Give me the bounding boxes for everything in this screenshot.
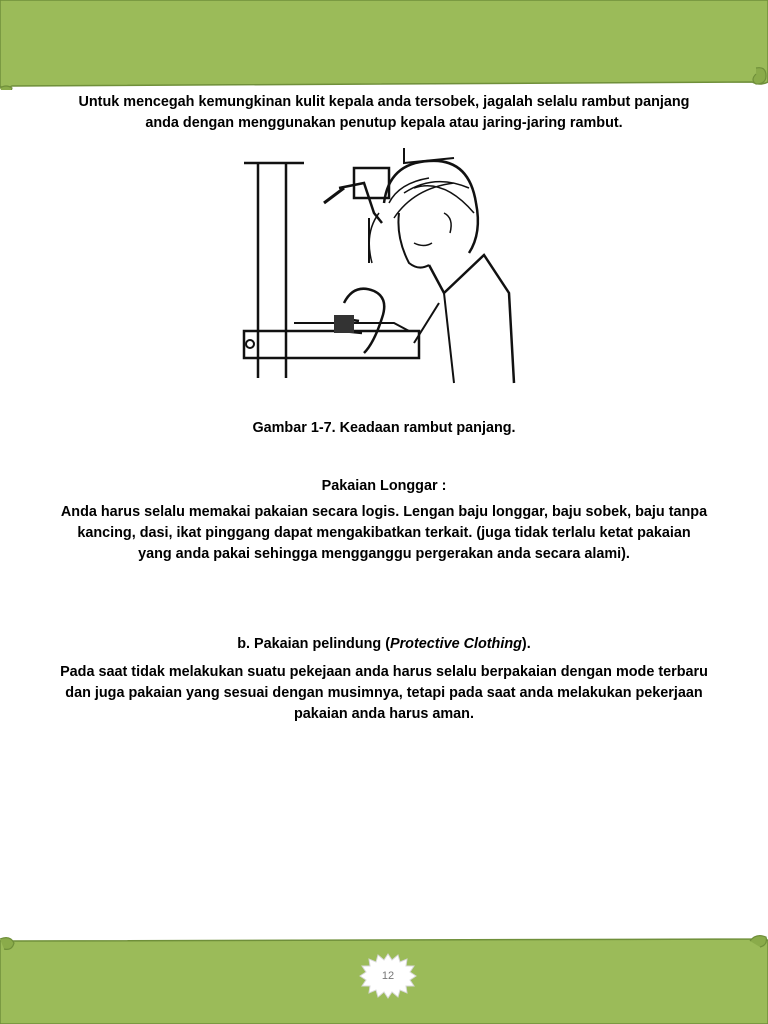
top-scroll-banner bbox=[0, 0, 768, 90]
page-number-badge bbox=[359, 953, 417, 999]
intro-paragraph: Untuk mencegah kemungkinan kulit kepala anda tersobek, jagalah selalu rambut panjang anda dengan menggunakan penutup kepala atau jaring-jaring rambut. bbox=[78, 94, 690, 131]
long-hair-illustration bbox=[214, 143, 554, 408]
loose-clothing-paragraph: Anda harus selalu memakai pakaian secara logis. Lengan baju longgar, baju sobek, baju tanpa kancing, dasi, ikat pinggang dapat mengakibatkan terkait. (juga tidak terlalu ketat pakaian yang anda pakai sehingga mengganggu pergerakan anda secara alami). bbox=[60, 504, 708, 562]
figure-caption: Gambar 1-7. Keadaan rambut panjang. bbox=[252, 420, 516, 436]
protective-clothing-paragraph: Pada saat tidak melakukan suatu pekejaan anda harus selalu berpakaian dengan mode terbaru dan juga pakaian yang sesuai dengan musimnya, tetapi pada saat anda melakukan pekerjaan pakaian anda harus aman. bbox=[60, 664, 708, 722]
heading-prefix: b. Pakaian pelindung ( bbox=[237, 636, 390, 652]
heading-italic-term: Protective Clothing bbox=[389, 636, 522, 652]
heading-suffix: ). bbox=[521, 636, 531, 652]
page-number: 12 bbox=[381, 970, 395, 982]
section-heading-loose-clothing: Pakaian Longgar : bbox=[321, 478, 447, 494]
section-heading-protective-clothing bbox=[60, 634, 708, 655]
